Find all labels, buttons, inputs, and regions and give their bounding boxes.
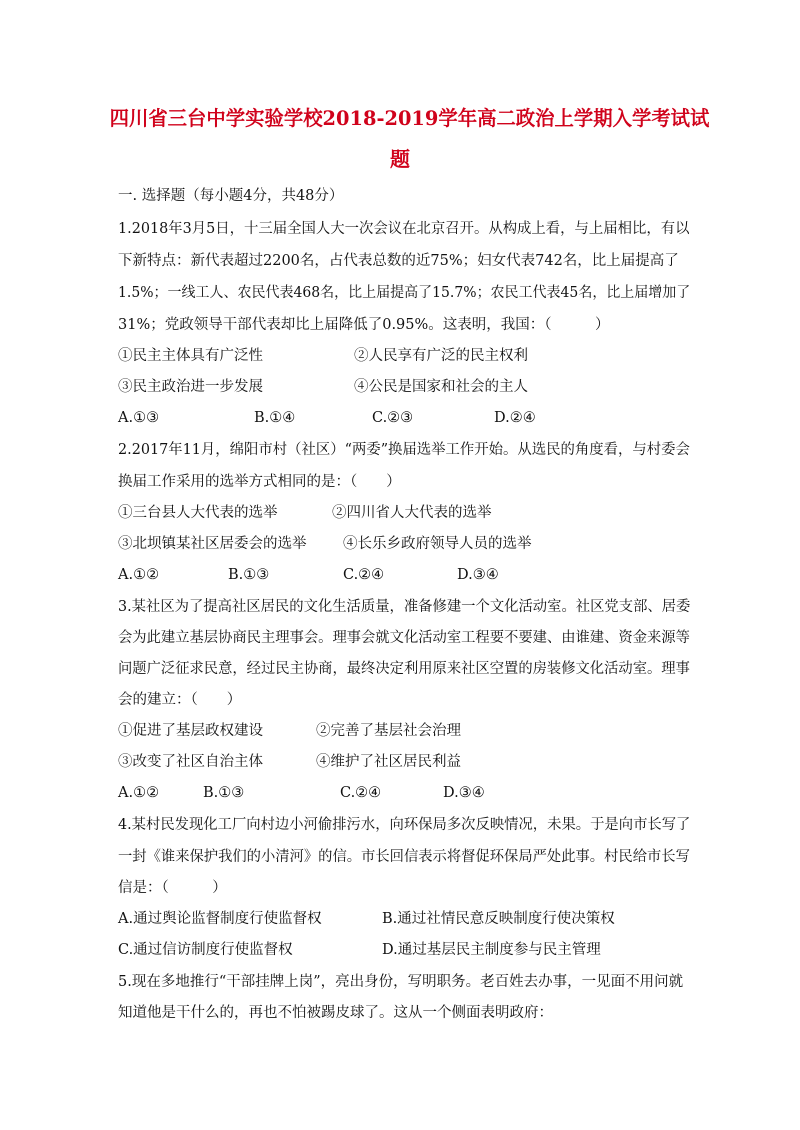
q1-item-1: ①民主主体具有广泛性 [118,348,263,364]
q1-choice-a: A.①③ [118,410,160,426]
q1-choice-b: B.①④ [254,410,296,426]
q1-choice-d: D.②④ [494,410,536,426]
q1-choice-c: C.②③ [372,410,414,426]
q4-choice-d: D.通过基层民主制度参与民主管理 [382,942,601,958]
q2-choice-a: A.①② [118,567,160,583]
q4-choice-b: B.通过社情民意反映制度行使决策权 [382,911,615,927]
q3-line-3: 问题广泛征求民意，经过民主协商，最终决定利用原来社区空置的房装修文化活动室。理事 [118,661,690,677]
q3-item-3: ③改变了社区自治主体 [118,754,263,770]
exam-title-line-1: 四川省三台中学实验学校2018-2019学年高二政治上学期入学考试试 [109,106,710,130]
q2-item-3: ③北坝镇某社区居委会的选举 [118,536,307,552]
q1-item-4: ④公民是国家和社会的主人 [354,379,528,395]
q3-item-1: ①促进了基层政权建设 [118,723,263,739]
q2-choice-d: D.③④ [457,567,499,583]
q2-choice-c: C.②④ [343,567,385,583]
q4-line-2: 一封《谁来保护我们的小清河》的信。市长回信表示将督促环保局严处此事。村民给市长写 [118,849,690,865]
q3-line-2: 会为此建立基层协商民主理事会。理事会就文化活动室工程要不要建、由谁建、资金来源等 [118,630,690,646]
q1-line-2: 下新特点：新代表超过2200名，占代表总数的近75%；妇女代表742名，比上届提高了 [118,253,679,269]
q3-line-1: 3.某社区为了提高社区居民的文化生活质量，准备修建一个文化活动室。社区党支部、居委 [118,599,691,615]
section-heading: 一. 选择题（每小题4分，共48分） [118,188,344,204]
q1-item-3: ③民主政治进一步发展 [118,379,263,395]
q5-line-1: 5.现在多地推行“干部挂牌上岗”，亮出身份，写明职务。老百姓去办事，一见面不用问就 [118,974,684,990]
q1-line-3: 1.5%；一线工人、农民代表468名，比上届提高了15.7%；农民工代表45名，比上届增加了 [118,285,691,301]
q3-choice-b: B.①③ [203,785,245,801]
q5-line-2: 知道他是干什么的，再也不怕被踢皮球了。这从一个侧面表明政府： [118,1005,553,1021]
q2-item-1: ①三台县人大代表的选举 [118,505,278,521]
q2-item-4: ④长乐乡政府领导人员的选举 [343,536,532,552]
q3-choice-c: C.②④ [340,785,382,801]
q4-choice-c: C.通过信访制度行使监督权 [118,942,293,958]
q2-choice-b: B.①③ [228,567,270,583]
q4-choice-a: A.通过舆论监督制度行使监督权 [118,911,322,927]
q2-line-2: 换届工作采用的选举方式相同的是：（ ） [118,474,401,490]
q3-choice-d: D.③④ [443,785,485,801]
q3-item-2: ②完善了基层社会治理 [316,723,461,739]
q3-line-4: 会的建立：（ ） [118,692,242,708]
q1-line-4: 31%；党政领导干部代表却比上届降低了0.95%。这表明，我国：（ ） [118,317,610,333]
q3-item-4: ④维护了社区居民利益 [316,754,461,770]
q3-choice-a: A.①② [118,785,160,801]
exam-title-line-2: 题 [390,147,410,171]
q4-line-1: 4.某村民发现化工厂向村边小河偷排污水，向环保局多次反映情况，未果。于是向市长写了 [118,817,691,833]
q1-line-1: 1.2018年3月5日，十三届全国人大一次会议在北京召开。从构成上看，与上届相比，有以 [118,221,690,237]
q1-item-2: ②人民享有广泛的民主权利 [354,348,528,364]
q4-line-3: 信是：（ ） [118,880,227,896]
q2-item-2: ②四川省人大代表的选举 [332,505,492,521]
q2-line-1: 2.2017年11月，绵阳市村（社区）“两委”换届选举工作开始。从选民的角度看，与村委会 [118,442,690,458]
